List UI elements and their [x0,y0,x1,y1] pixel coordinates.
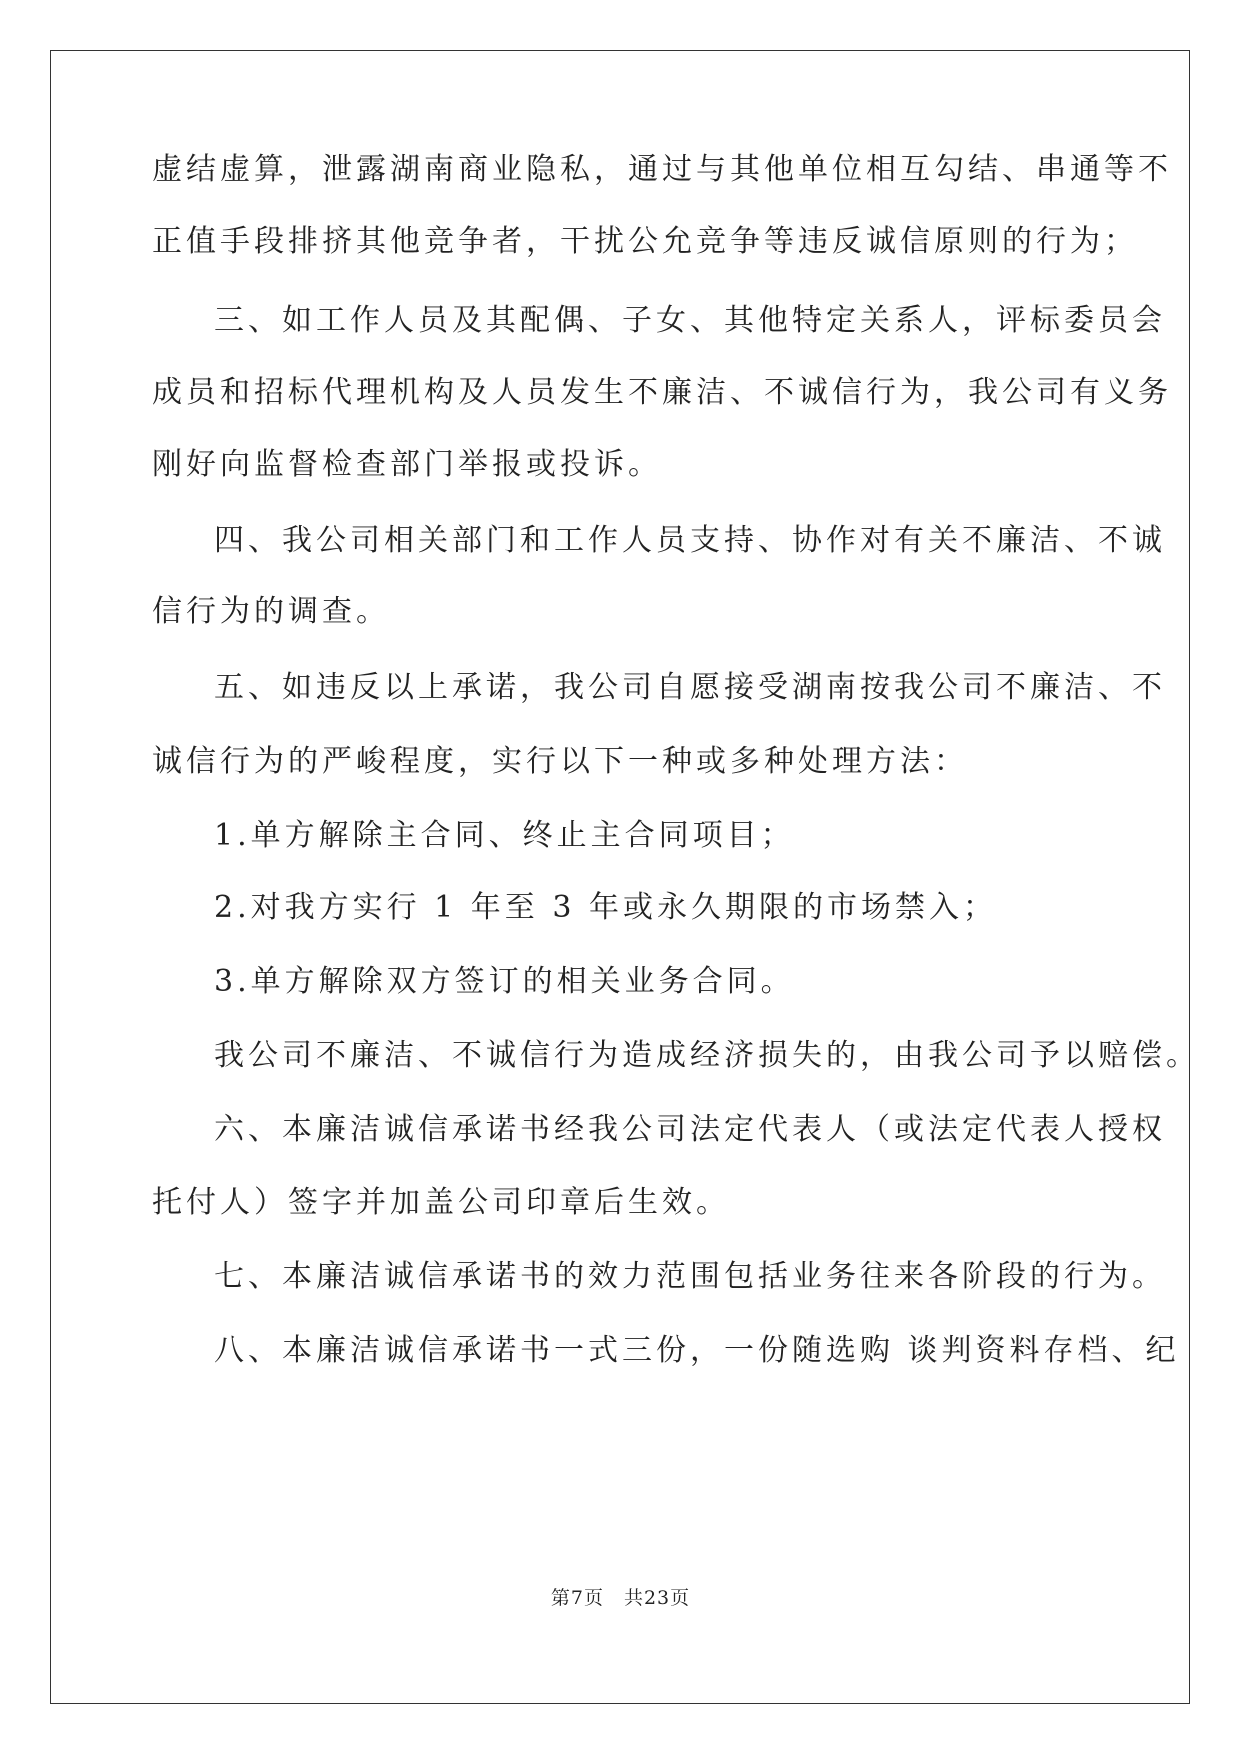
text-line: 八、本廉洁诚信承诺书一式三份，一份随选购 谈判资料存档、纪 [214,1333,1180,1368]
text-line: 3.单方解除双方签订的相关业务合同。 [214,964,795,999]
text-line: 成员和招标代理机构及人员发生不廉洁、不诚信行为，我公司有义务 [152,375,1172,410]
text-line: 信行为的调查。 [152,594,390,629]
text-line: 诚信行为的严峻程度，实行以下一种或多种处理方法： [152,744,968,779]
text-line: 四、我公司相关部门和工作人员支持、协作对有关不廉洁、不诚 [214,523,1166,558]
text-line: 虚结虚算，泄露湖南商业隐私，通过与其他单位相互勾结、串通等不 [152,152,1172,187]
text-line: 三、如工作人员及其配偶、子女、其他特定关系人，评标委员会 [214,303,1166,338]
text-line: 刚好向监督检查部门举报或投诉。 [152,447,662,482]
text-line: 1.单方解除主合同、终止主合同项目； [214,818,795,853]
text-line: 五、如违反以上承诺，我公司自愿接受湖南按我公司不廉洁、不 [214,670,1166,705]
page-number: 第7页 共23页 [550,1587,691,1609]
text-line: 2.对我方实行 1 年至 3 年或永久期限的市场禁入； [214,890,997,925]
page-border [50,50,1190,1704]
text-line: 托付人）签字并加盖公司印章后生效。 [152,1185,730,1220]
text-line: 我公司不廉洁、不诚信行为造成经济损失的，由我公司予以赔偿。 [214,1038,1200,1073]
text-line: 七、本廉洁诚信承诺书的效力范围包括业务往来各阶段的行为。 [214,1259,1166,1294]
text-line: 正值手段排挤其他竞争者，干扰公允竞争等违反诚信原则的行为； [152,224,1138,259]
text-line: 六、本廉洁诚信承诺书经我公司法定代表人（或法定代表人授权 [214,1112,1166,1147]
